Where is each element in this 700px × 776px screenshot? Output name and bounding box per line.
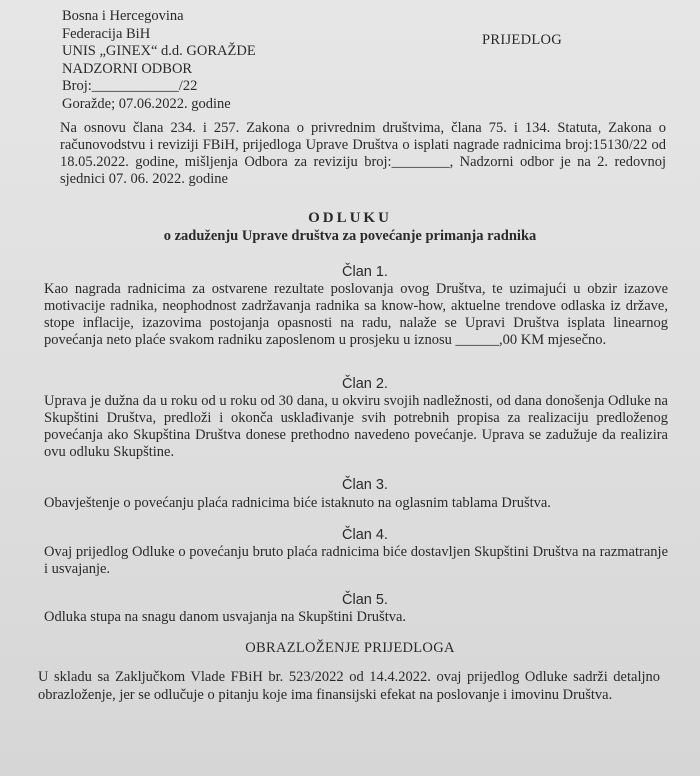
article-1-text: Kao nagrada radnicima za ostvarene rezultate poslovanja ovog Društva, te uzimajući u obzir izazove motivacije radnika, neophodnost zadržavanja radnika sa know-how, aktuelne trendove odlaska iz države, stope inflacije, izazovima postojanja opasnosti na radu, nalaže se Upravi Društva isplata linearnog povećanja neto plaće svakom radniku zaposlenom u prosjeku u iznosu ______,00 KM mjesečno. [44, 281, 668, 348]
article-2-heading: Član 2. [342, 376, 388, 392]
decision-subtitle: o zaduženju Uprave društva za povećanje primanja radnika [163, 228, 537, 244]
decision-title: ODLUKU [308, 210, 392, 226]
article-5-heading: Član 5. [342, 592, 388, 608]
article-1-heading: Član 1. [342, 264, 388, 280]
header-federation: Federacija BiH [62, 25, 151, 42]
article-4-heading: Član 4. [342, 527, 388, 543]
header-date: Goražde; 07.06.2022. godine [62, 95, 231, 112]
header-company: UNIS „GINEX“ d.d. GORAŽDE [62, 43, 256, 59]
header-board: NADZORNI ODBOR [62, 60, 193, 77]
article-4-text: Ovaj prijedlog Odluke o povećanju bruto plaća radnicima biće dostavljen Skupštini Društva na razmatranje i usvajanje. [44, 544, 668, 577]
proposal-label: PRIJEDLOG [482, 32, 563, 48]
reasoning-text: U skladu sa Zaključkom Vlade FBiH br. 523/2022 od 14.4.2022. ovaj prijedlog Odluke sadrži detaljno obrazloženje, jer se odlučuje o pitanju koje ima finansijski efekat na poslovanje i imovinu Društva. [38, 669, 660, 703]
article-3-heading: Član 3. [342, 477, 388, 493]
document-header [62, 8, 256, 113]
article-3-text: Obavještenje o povećanju plaća radnicima biće istaknuto na oglasnim tablama Društva. [44, 495, 551, 511]
reasoning-heading: OBRAZLOŽENJE PRIJEDLOGA [245, 640, 455, 656]
intro-paragraph: Na osnovu člana 234. i 257. Zakona o privrednim društvima, člana 75. i 134. Statuta, Zakona o računovodstvu i reviziji FBiH, prijedloga Uprave Društva o isplati nagrade radnicima broj:15130/22 od 18.05.2022. godine, mišljenja Odbora za reviziju broj:________, Nadzorni odbor je na 2. redovnoj sjednici 07. 06. 2022. godine [60, 120, 666, 187]
article-5-text: Odluka stupa na snagu danom usvajanja na Skupštini Društva. [44, 609, 407, 625]
header-number: Broj:____________/22 [62, 78, 198, 94]
article-2-text: Uprava je dužna da u roku od u roku od 30 dana, u okviru svojih nadležnosti, od dana donošenja Odluke na Skupštini Društva, predloži i okonča usklađivanje svih potrebnih propisa za realizaciju predloženog povećanja ako Skupština Društva donese prethodno navedeno povećanje. Uprava se zadužuje da realizira ovu odluku Skupštine. [44, 393, 668, 460]
header-country: Bosna i Hercegovina [62, 8, 184, 24]
